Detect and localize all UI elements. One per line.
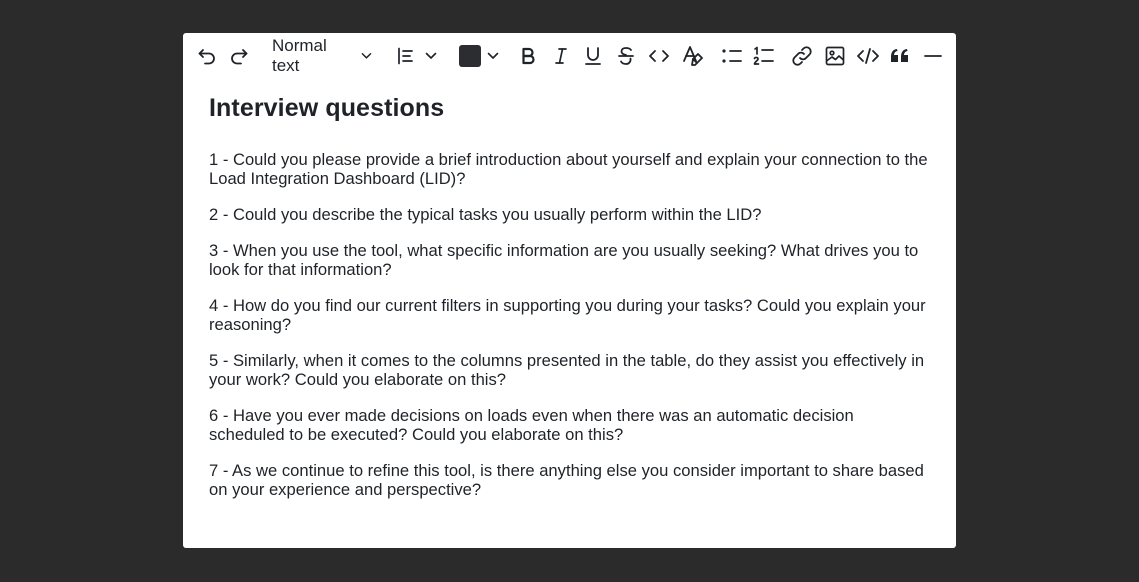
undo-button[interactable]	[196, 44, 218, 68]
text-style-select[interactable]	[272, 36, 372, 75]
question-item: 3 - When you use the tool, what specific information are you usually seeking? What drives you to look for that information?	[209, 241, 919, 279]
italic-button[interactable]	[550, 44, 572, 68]
bold-icon	[520, 47, 536, 65]
strikethrough-icon	[617, 46, 635, 66]
highlight-icon	[681, 45, 703, 67]
question-item: 4 - How do you find our current filters in supporting you during your tasks? Could you explain your reasoning?	[209, 296, 926, 334]
inline-code-icon	[648, 49, 670, 63]
redo-icon	[229, 46, 249, 66]
question-item: 6 - Have you ever made decisions on loads even when there was an automatic decision scheduled to be executed? Could you elaborate on this?	[209, 406, 854, 444]
editor-toolbar	[183, 33, 956, 79]
alignment-select[interactable]	[397, 44, 437, 68]
highlight-button[interactable]	[680, 44, 704, 68]
numbered-list-button[interactable]	[752, 44, 776, 68]
editor-panel	[183, 33, 956, 548]
inline-code-button[interactable]	[647, 44, 671, 68]
underline-button[interactable]	[582, 44, 604, 68]
link-button[interactable]	[790, 44, 814, 68]
code-block-icon	[856, 47, 880, 65]
underline-icon	[584, 46, 602, 66]
question-item: 5 - Similarly, when it comes to the columns presented in the table, do they assist you effectively in your work? Could you elaborate on this?	[209, 351, 925, 389]
bold-button[interactable]	[517, 44, 539, 68]
chevron-down-icon	[361, 52, 372, 60]
quote-icon	[890, 48, 910, 64]
text-style-label: Normal text	[272, 36, 327, 75]
horizontal-rule-button[interactable]	[922, 44, 944, 68]
strikethrough-button[interactable]	[615, 44, 637, 68]
chevron-down-icon	[425, 52, 437, 60]
image-button[interactable]	[824, 44, 846, 68]
question-item: 7 - As we continue to refine this tool, is there anything else you consider important to share based on your experience and perspective?	[209, 461, 924, 499]
document-body[interactable]	[209, 91, 933, 516]
chevron-down-icon	[487, 52, 499, 60]
redo-button[interactable]	[228, 44, 250, 68]
numbered-list-icon	[753, 46, 775, 66]
align-icon	[397, 47, 415, 65]
bullet-list-button[interactable]	[720, 44, 744, 68]
bullet-list-icon	[721, 47, 743, 65]
text-color-swatch	[459, 45, 481, 67]
italic-icon	[553, 47, 569, 65]
divider-icon	[923, 54, 943, 58]
quote-button[interactable]	[889, 44, 911, 68]
question-item: 1 - Could you please provide a brief introduction about yourself and explain your connection to the Load Integration Dashboard (LID)?	[209, 150, 928, 188]
undo-icon	[197, 46, 217, 66]
document-title: Interview questions	[209, 94, 445, 122]
code-block-button[interactable]	[855, 44, 881, 68]
text-color-select[interactable]	[459, 44, 499, 68]
image-icon	[825, 46, 845, 66]
link-icon	[791, 46, 813, 66]
question-item: 2 - Could you describe the typical tasks you usually perform within the LID?	[209, 205, 762, 224]
